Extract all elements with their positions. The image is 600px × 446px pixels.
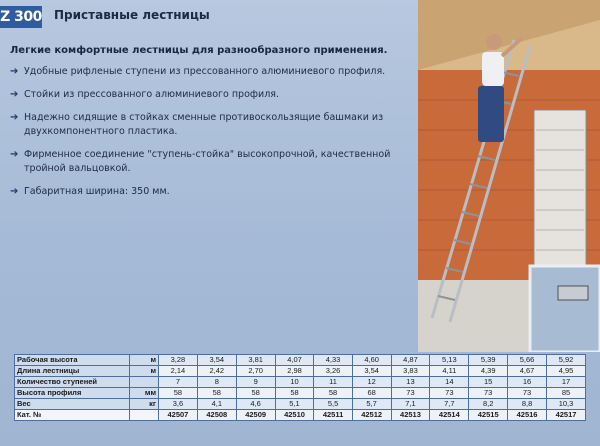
spec-row bbox=[15, 355, 586, 366]
spec-cell: 85 bbox=[546, 388, 585, 399]
spec-cell: 42508 bbox=[197, 410, 236, 421]
feature-item: ➔ Надежно сидящие в стойках сменные противоскользящие башмаки из двухкомпонентного пластика. bbox=[10, 112, 384, 137]
spec-cell: 42509 bbox=[236, 410, 275, 421]
spec-cell: 3,6 bbox=[159, 399, 198, 410]
spec-cell: 12 bbox=[352, 377, 391, 388]
spec-row-unit bbox=[130, 377, 159, 388]
spec-row bbox=[15, 410, 586, 421]
spec-cell: 3,28 bbox=[159, 355, 198, 366]
spec-row bbox=[15, 399, 586, 410]
spec-cell: 5,13 bbox=[430, 355, 469, 366]
feature-item: ➔ Стойки из прессованного алюминиевого профиля. bbox=[10, 89, 280, 100]
spec-cell: 58 bbox=[236, 388, 275, 399]
spec-cell: 7 bbox=[159, 377, 198, 388]
spec-row bbox=[15, 377, 586, 388]
spec-cell: 4,87 bbox=[391, 355, 430, 366]
spec-row-unit: м bbox=[130, 366, 159, 377]
spec-cell: 2,14 bbox=[159, 366, 198, 377]
description-block bbox=[10, 45, 410, 208]
spec-cell: 73 bbox=[391, 388, 430, 399]
spec-row-label: Количество ступеней bbox=[15, 377, 130, 388]
spec-cell: 5,1 bbox=[275, 399, 314, 410]
spec-row-label: Вес bbox=[15, 399, 130, 410]
spec-cell: 4,60 bbox=[352, 355, 391, 366]
spec-cell: 4,67 bbox=[508, 366, 547, 377]
spec-cell: 4,11 bbox=[430, 366, 469, 377]
spec-row-unit: мм bbox=[130, 388, 159, 399]
ladder-photo-illustration bbox=[418, 0, 600, 352]
spec-cell: 42517 bbox=[546, 410, 585, 421]
spec-cell: 11 bbox=[314, 377, 352, 388]
spec-cell: 42516 bbox=[508, 410, 547, 421]
spec-cell: 4,33 bbox=[314, 355, 352, 366]
spec-cell: 13 bbox=[391, 377, 430, 388]
product-subtitle: Легкие комфортные лестницы для разнообразного применения. bbox=[10, 45, 388, 56]
page-title: Приставные лестницы bbox=[54, 8, 210, 22]
spec-cell: 8,8 bbox=[508, 399, 547, 410]
arrow-icon: ➔ bbox=[10, 89, 19, 100]
feature-list bbox=[10, 65, 410, 199]
spec-cell: 15 bbox=[469, 377, 508, 388]
spec-cell: 7,7 bbox=[430, 399, 469, 410]
spec-cell: 8 bbox=[197, 377, 236, 388]
spec-cell: 4,1 bbox=[197, 399, 236, 410]
spec-cell: 73 bbox=[469, 388, 508, 399]
spec-cell: 7,1 bbox=[391, 399, 430, 410]
spec-cell: 8,2 bbox=[469, 399, 508, 410]
spec-row-unit bbox=[130, 410, 159, 421]
spec-cell: 4,39 bbox=[469, 366, 508, 377]
spec-cell: 42515 bbox=[469, 410, 508, 421]
arrow-icon: ➔ bbox=[10, 149, 19, 160]
spec-cell: 5,7 bbox=[352, 399, 391, 410]
spec-row-label: Длина лестницы bbox=[15, 366, 130, 377]
spec-cell: 68 bbox=[352, 388, 391, 399]
arrow-icon: ➔ bbox=[10, 112, 19, 123]
spec-cell: 5,92 bbox=[546, 355, 585, 366]
arrow-icon: ➔ bbox=[10, 186, 19, 197]
spec-cell: 16 bbox=[508, 377, 547, 388]
spec-cell: 14 bbox=[430, 377, 469, 388]
feature-item: ➔ Габаритная ширина: 350 мм. bbox=[10, 186, 170, 197]
spec-cell: 2,98 bbox=[275, 366, 314, 377]
spec-row-label: Рабочая высота bbox=[15, 355, 130, 366]
spec-cell: 42512 bbox=[352, 410, 391, 421]
spec-cell: 2,42 bbox=[197, 366, 236, 377]
product-code-badge: Z 300 bbox=[0, 6, 42, 28]
spec-cell: 58 bbox=[314, 388, 352, 399]
spec-cell: 4,95 bbox=[546, 366, 585, 377]
spec-cell: 9 bbox=[236, 377, 275, 388]
spec-row bbox=[15, 388, 586, 399]
spec-row-unit: м bbox=[130, 355, 159, 366]
feature-item: ➔ Фирменное соединение "ступень-стойка" высокопрочной, качественной тройной вальцовкой. bbox=[10, 149, 391, 174]
spec-cell: 73 bbox=[430, 388, 469, 399]
spec-cell: 58 bbox=[159, 388, 198, 399]
spec-row bbox=[15, 366, 586, 377]
spec-cell: 58 bbox=[197, 388, 236, 399]
spec-cell: 73 bbox=[508, 388, 547, 399]
spec-cell: 3,54 bbox=[197, 355, 236, 366]
spec-cell: 3,83 bbox=[391, 366, 430, 377]
spec-cell: 3,26 bbox=[314, 366, 352, 377]
spec-row-label: Высота профиля bbox=[15, 388, 130, 399]
spec-cell: 3,81 bbox=[236, 355, 275, 366]
spec-cell: 5,66 bbox=[508, 355, 547, 366]
spec-cell: 10 bbox=[275, 377, 314, 388]
spec-row-unit: кг bbox=[130, 399, 159, 410]
spec-cell: 5,5 bbox=[314, 399, 352, 410]
spec-cell: 42507 bbox=[159, 410, 198, 421]
spec-cell: 42511 bbox=[314, 410, 352, 421]
spec-cell: 5,39 bbox=[469, 355, 508, 366]
arrow-icon: ➔ bbox=[10, 66, 19, 77]
spec-cell: 4,07 bbox=[275, 355, 314, 366]
spec-cell: 10,3 bbox=[546, 399, 585, 410]
spec-cell: 3,54 bbox=[352, 366, 391, 377]
spec-cell: 42514 bbox=[430, 410, 469, 421]
feature-item: ➔ Удобные рифленые ступени из прессованного алюминиевого профиля. bbox=[10, 66, 386, 77]
spec-table bbox=[14, 354, 586, 421]
spec-cell: 17 bbox=[546, 377, 585, 388]
spec-cell: 58 bbox=[275, 388, 314, 399]
spec-cell: 2,70 bbox=[236, 366, 275, 377]
spec-cell: 4,6 bbox=[236, 399, 275, 410]
product-photo bbox=[418, 0, 600, 352]
spec-row-label: Кат. № bbox=[15, 410, 130, 421]
spec-cell: 42513 bbox=[391, 410, 430, 421]
spec-cell: 42510 bbox=[275, 410, 314, 421]
